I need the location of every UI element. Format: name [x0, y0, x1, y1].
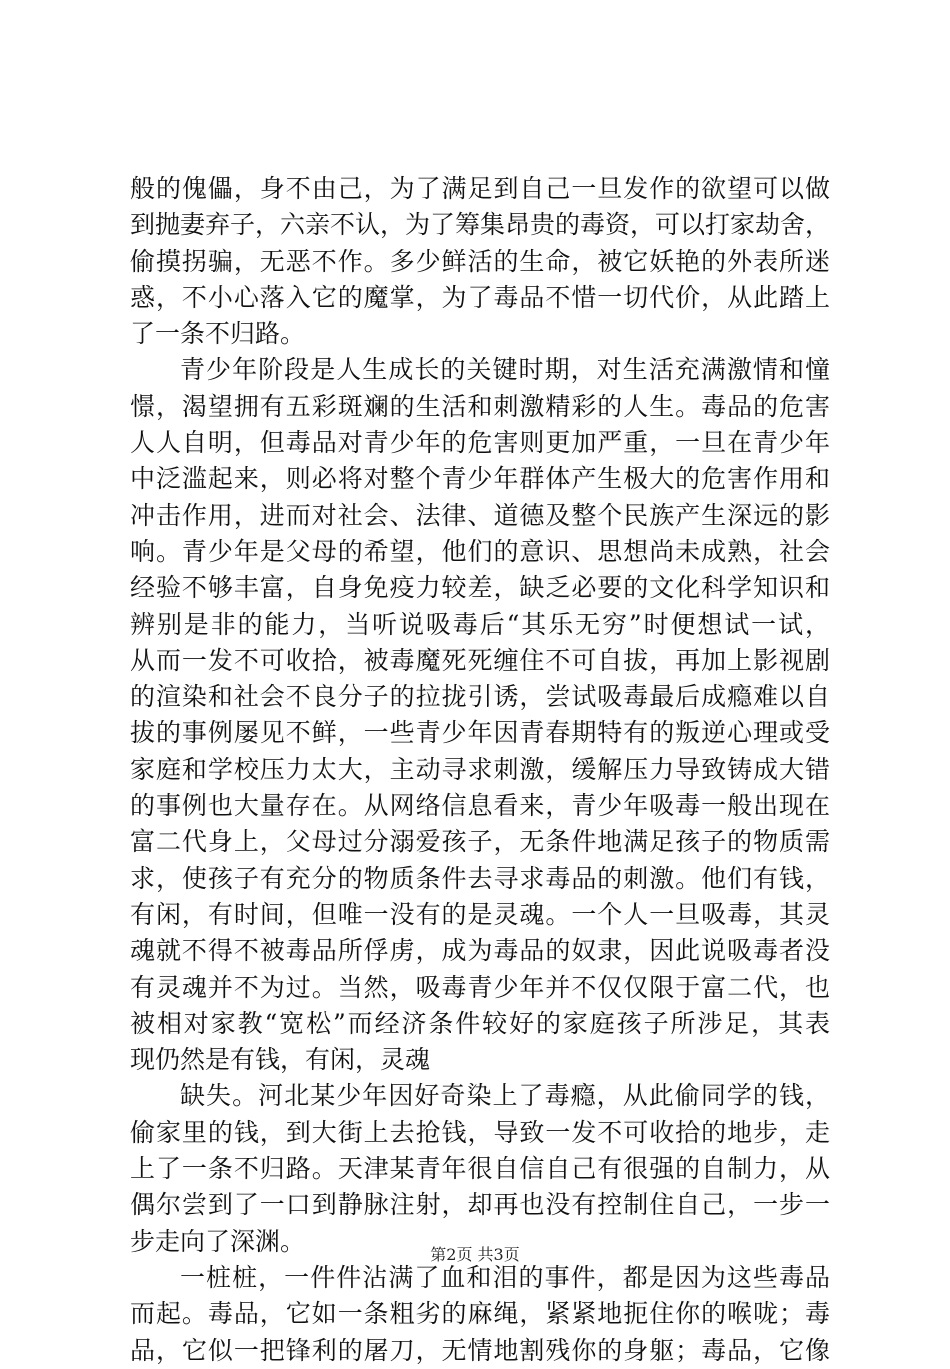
text-line: 响。青少年是父母的希望，他们的意识、思想尚未成熟，社会	[130, 536, 830, 566]
text-line: 惑，不小心落入它的魔掌，为了毒品不惜一切代价，从此踏上	[130, 282, 830, 312]
text-line: 般的傀儡，身不由己，为了满足到自己一旦发作的欲望可以做	[130, 174, 830, 203]
text-line: 缺失。河北某少年因好奇染上了毒瘾，从此偷同学的钱，	[180, 1081, 830, 1111]
text-line: 中泛滥起来，则必将对整个青少年群体产生极大的危害作用和	[130, 464, 830, 494]
text-line: 家庭和学校压力太大，主动寻求刺激，缓解压力导致铸成大错	[130, 754, 830, 784]
text-line: 品，它似一把锋利的屠刀，无情地割残你的身躯；毒品，它像	[130, 1335, 830, 1365]
text-line: 经验不够丰富，自身免疫力较差，缺乏必要的文化科学知识和	[130, 573, 830, 603]
paragraph	[130, 1078, 830, 1259]
text-line: 而起。毒品，它如一条粗劣的麻绳，紧紧地扼住你的喉咙；毒	[130, 1299, 830, 1329]
text-line: 的渲染和社会不良分子的拉拢引诱，尝试吸毒最后成瘾难以自	[130, 682, 830, 712]
text-line: 富二代身上，父母过分溺爱孩子，无条件地满足孩子的物质需	[130, 827, 830, 857]
text-line: 一桩桩，一件件沾满了血和泪的事件，都是因为这些毒品	[180, 1262, 830, 1292]
text-line: 求，使孩子有充分的物质条件去寻求毒品的刺激。他们有钱，	[130, 863, 830, 893]
text-line: 拔的事例屡见不鲜，一些青少年因青春期特有的叛逆心理或受	[130, 718, 830, 748]
text-line: 魂就不得不被毒品所俘虏，成为毒品的奴隶，因此说吸毒者没	[130, 936, 830, 966]
text-line: 人人自明，但毒品对青少年的危害则更加严重，一旦在青少年	[130, 428, 830, 458]
text-line: 辨别是非的能力，当听说吸毒后“其乐无穷”时便想试一试，	[130, 609, 830, 639]
text-line: 步走向了深渊。	[130, 1226, 306, 1256]
paragraph	[130, 1260, 830, 1369]
text-line: 现仍然是有钱，有闲，灵魂	[130, 1045, 431, 1075]
text-line: 上了一条不归路。天津某青年很自信自己有很强的自制力，从	[130, 1154, 830, 1184]
text-line: 偷家里的钱，到大街上去抢钱，导致一发不可收拾的地步，走	[130, 1117, 830, 1147]
text-line: 憬，渴望拥有五彩斑斓的生活和刺激精彩的人生。毒品的危害	[130, 391, 830, 421]
text-line: 了一条不归路。	[130, 319, 306, 349]
text-line: 从而一发不可收拾，被毒魔死死缠住不可自拔，再加上影视剧	[130, 645, 830, 675]
text-line: 到抛妻弃子，六亲不认，为了筹集昂贵的毒资，可以打家劫舍，	[130, 210, 830, 240]
body-text	[130, 171, 830, 1369]
text-line: 青少年阶段是人生成长的关键时期，对生活充满激情和憧	[180, 355, 830, 385]
text-line: 有闲，有时间，但唯一没有的是灵魂。一个人一旦吸毒，其灵	[130, 899, 830, 929]
text-line: 的事例也大量存在。从网络信息看来，青少年吸毒一般出现在	[130, 791, 830, 821]
paragraph	[130, 352, 830, 1078]
text-line: 偶尔尝到了一口到静脉注射，却再也没有控制住自己，一步一	[130, 1190, 830, 1220]
paragraph	[130, 171, 830, 352]
text-line: 冲击作用，进而对社会、法律、道德及整个民族产生深远的影	[130, 500, 830, 530]
page-footer: 第2页 共3页	[430, 1245, 520, 1264]
text-line: 被相对家教“宽松”而经济条件较好的家庭孩子所涉足，其表	[130, 1008, 830, 1038]
text-line: 有灵魂并不为过。当然，吸毒青少年并不仅仅限于富二代，也	[130, 972, 830, 1002]
text-line: 偷摸拐骗，无恶不作。多少鲜活的生命，被它妖艳的外表所迷	[130, 246, 830, 276]
